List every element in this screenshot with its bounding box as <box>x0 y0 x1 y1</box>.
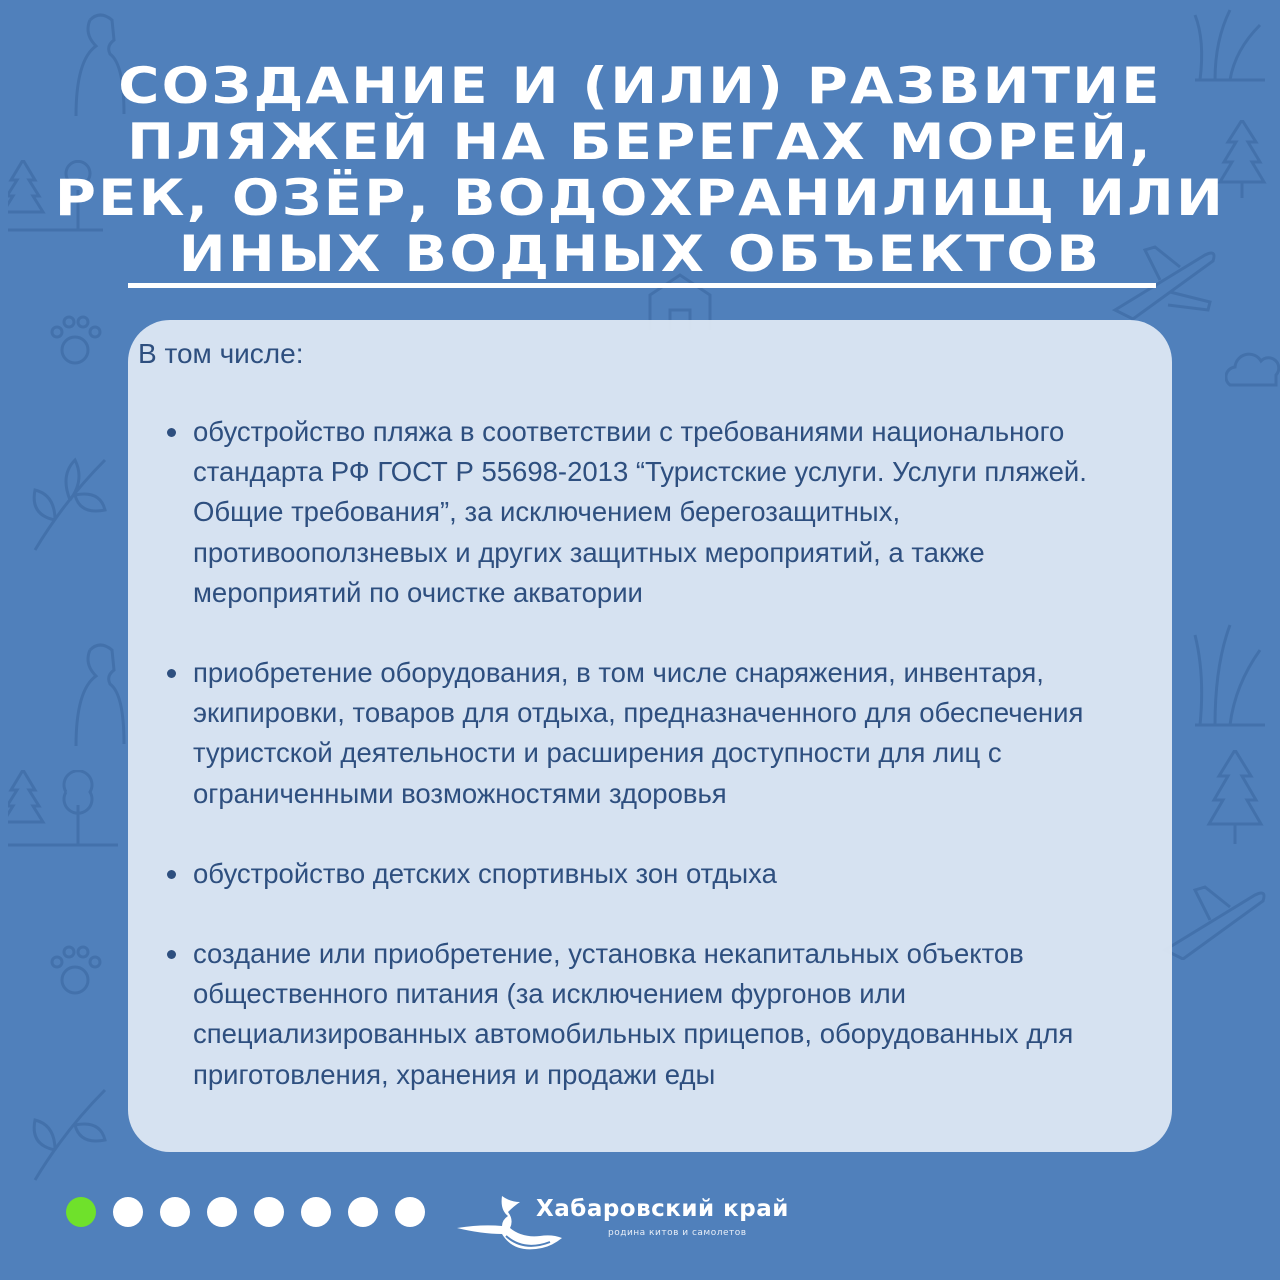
list-item-text: обустройство детских спортивных зон отдыха <box>193 857 777 889</box>
list-item-text: обустройство пляжа в соответствии с требованиями национального стандарта РФ ГОСТ Р 55698-2013 “Туристские услуги. Услуги пляжей. Общие требования”, за исключением берегозащитных, противооползневых и других защитных мероприятий, а также мероприятий по очистке акватории <box>193 416 1087 608</box>
airplane-icon <box>1160 880 1270 960</box>
list-item <box>160 653 1160 814</box>
list-item <box>160 412 1160 613</box>
bullet-icon <box>167 428 176 437</box>
bullet-icon <box>167 669 176 678</box>
card-intro: В том числе: <box>138 338 304 369</box>
title-line: РЕК, ОЗЁР, ВОДОХРАНИЛИЩ ИЛИ <box>54 169 1226 227</box>
title-line: ПЛЯЖЕЙ НА БЕРЕГАХ МОРЕЙ, <box>127 113 1153 171</box>
page-dot-1-active[interactable] <box>66 1197 96 1227</box>
leaf-icon <box>25 1080 115 1190</box>
page-dot-2[interactable] <box>113 1197 143 1227</box>
brand-name: Хабаровский край <box>536 1196 789 1222</box>
bullet-icon <box>167 950 176 959</box>
paw-icon <box>45 940 105 1000</box>
brand-logo <box>454 1188 854 1258</box>
page-dot-7[interactable] <box>348 1197 378 1227</box>
list-item-text: создание или приобретение, установка некапитальных объектов общественного питания (за исключением фургонов или специализированных автомобильных прицепов, оборудованных для приготовления, хранения и продажи еды <box>193 938 1074 1090</box>
paw-icon <box>45 310 105 370</box>
leaf-icon <box>25 450 115 560</box>
title-line: СОЗДАНИЕ И (ИЛИ) РАЗВИТИЕ <box>118 57 1162 115</box>
page-dot-3[interactable] <box>160 1197 190 1227</box>
page-title <box>40 58 1240 282</box>
brand-tagline: родина китов и самолетов <box>608 1228 747 1238</box>
bullet-icon <box>167 870 176 879</box>
title-divider <box>128 283 1156 288</box>
list-item-text: приобретение оборудования, в том числе снаряжения, инвентаря, экипировки, товаров для отдыха, предназначенного для обеспечения туристской деятельности и расширения доступности для лиц с ограниченными возможностями здоровья <box>193 657 1084 809</box>
grass-icon <box>1190 620 1270 730</box>
cloud-icon <box>1225 345 1280 390</box>
page-dot-8[interactable] <box>395 1197 425 1227</box>
title-line: ИНЫХ ВОДНЫХ ОБЪЕКТОВ <box>178 225 1102 283</box>
pagination-dots <box>66 1197 425 1227</box>
activity-list <box>160 412 1160 1135</box>
page-dot-6[interactable] <box>301 1197 331 1227</box>
list-item <box>160 934 1160 1095</box>
tree-icon <box>8 770 118 850</box>
page-dot-4[interactable] <box>207 1197 237 1227</box>
page-dot-5[interactable] <box>254 1197 284 1227</box>
tree-icon <box>1200 750 1270 850</box>
list-item <box>160 854 1160 894</box>
